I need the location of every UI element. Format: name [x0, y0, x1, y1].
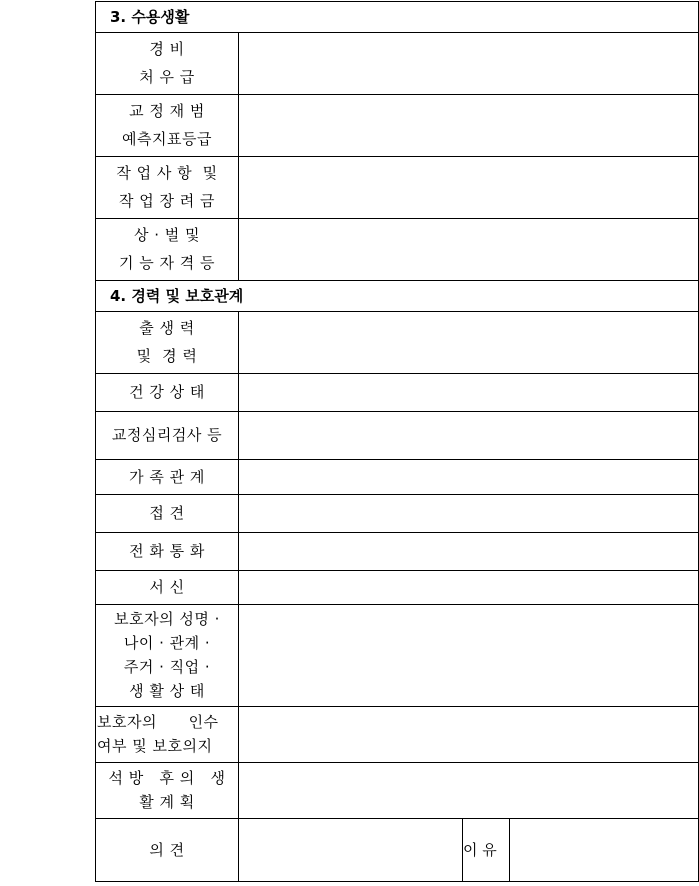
row-label-health: 건 강 상 태	[96, 374, 239, 412]
table-row	[96, 763, 699, 819]
phone-calls-value[interactable]	[239, 533, 699, 571]
health-value[interactable]	[239, 374, 699, 412]
visits-value[interactable]	[239, 495, 699, 533]
table-row	[96, 374, 699, 412]
reason-label: 이 유	[463, 819, 510, 882]
post-release-plan-value[interactable]	[239, 763, 699, 819]
table-row	[96, 533, 699, 571]
row-label-birth-career: 출 생 력 및 경 력	[96, 312, 239, 374]
section-title-career-guardian: 4. 경력 및 보호관계	[96, 281, 699, 312]
work-incentive-value[interactable]	[239, 157, 699, 219]
guardian-info-value[interactable]	[239, 605, 699, 707]
table-row	[96, 412, 699, 460]
row-label-psych-test: 교정심리검사 등	[96, 412, 239, 460]
family-value[interactable]	[239, 460, 699, 495]
row-label-guardian-info: 보호자의 성명 · 나이 · 관계 · 주거 · 직업 · 생 활 상 태	[96, 605, 239, 707]
table-row	[96, 495, 699, 533]
rewards-penalties-value[interactable]	[239, 219, 699, 281]
row-label-work-incentive: 작 업 사 항 및 작 업 장 려 금	[96, 157, 239, 219]
table-row	[96, 219, 699, 281]
guardian-will-value[interactable]	[239, 707, 699, 763]
inmate-record-form	[95, 1, 699, 882]
security-grade-value[interactable]	[239, 33, 699, 95]
row-label-rewards-penalties: 상 · 벌 및 기 능 자 격 등	[96, 219, 239, 281]
letters-value[interactable]	[239, 571, 699, 605]
reason-value[interactable]	[510, 819, 699, 882]
table-row	[96, 460, 699, 495]
psych-test-value[interactable]	[239, 412, 699, 460]
table-row	[96, 95, 699, 157]
row-label-opinion: 의 견	[96, 819, 239, 882]
table-row	[96, 33, 699, 95]
birth-career-value[interactable]	[239, 312, 699, 374]
row-label-recidivism-grade: 교 정 재 범 예측지표등급	[96, 95, 239, 157]
table-row	[96, 707, 699, 763]
table-row	[96, 819, 699, 882]
table-row	[96, 312, 699, 374]
row-label-phone-calls: 전 화 통 화	[96, 533, 239, 571]
row-label-post-release-plan: 석 방 후 의 생 활 계 획	[96, 763, 239, 819]
recidivism-grade-value[interactable]	[239, 95, 699, 157]
row-label-guardian-will: 보호자의 인수 여부 및 보호의지	[96, 707, 239, 763]
row-label-visits: 접 견	[96, 495, 239, 533]
opinion-value[interactable]	[239, 819, 463, 882]
section-title-prison-life: 3. 수용생활	[96, 2, 699, 33]
row-label-security-grade: 경 비 처 우 급	[96, 33, 239, 95]
row-label-family: 가 족 관 계	[96, 460, 239, 495]
table-row	[96, 571, 699, 605]
table-row	[96, 605, 699, 707]
table-row	[96, 157, 699, 219]
row-label-letters: 서 신	[96, 571, 239, 605]
